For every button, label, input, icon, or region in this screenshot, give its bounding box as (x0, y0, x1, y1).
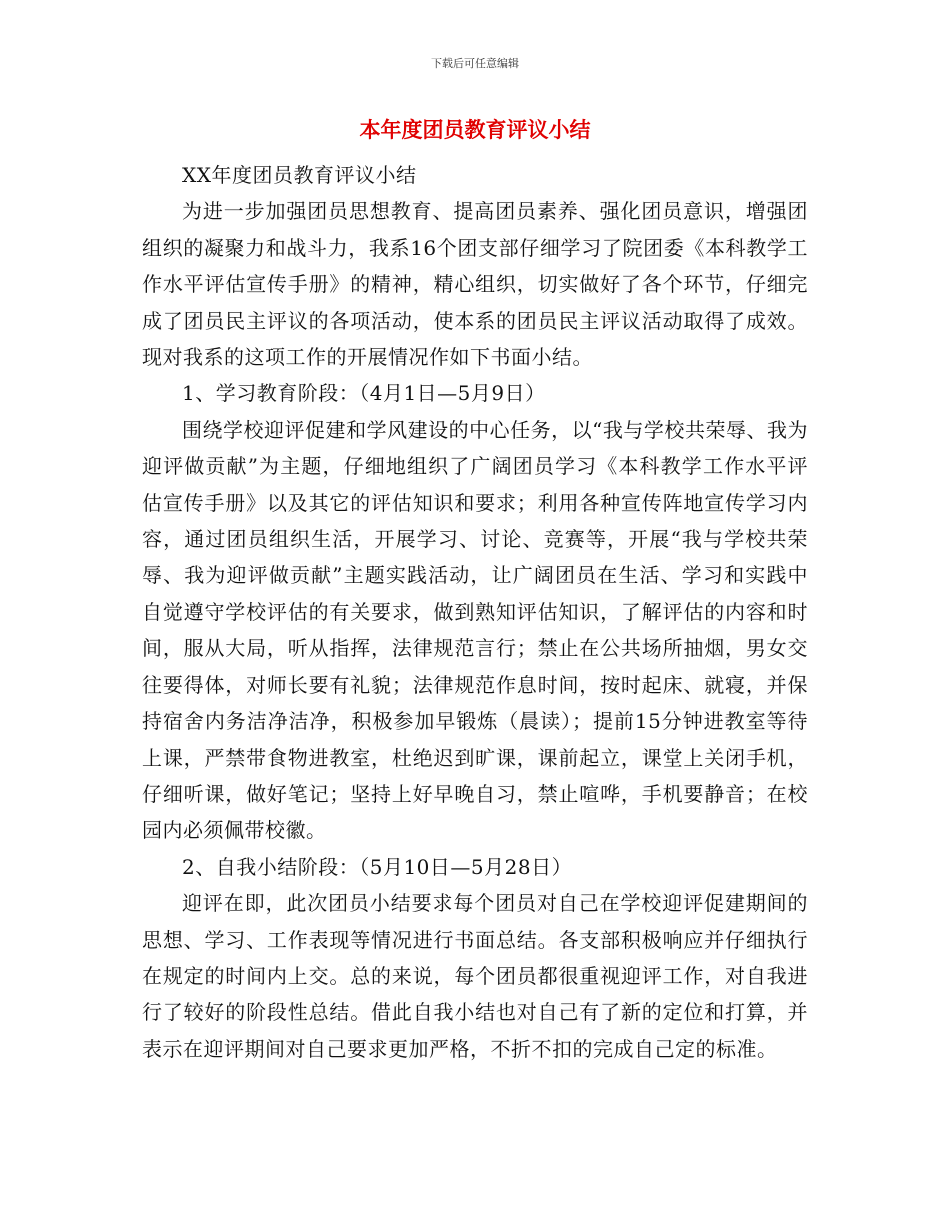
document-title: 本年度团员教育评议小结 (359, 118, 591, 142)
section-heading-self-summary: 2、自我小结阶段：（5月10日—5月28日） (182, 854, 573, 879)
study-paragraph: 围绕学校迎评促建和学风建设的中心任务，以“我与学校共荣辱、我为迎评做贡献”为主题，仔细地组织了广阔团员学习《本科教学工作水平评估宣传手册》以及其它的评估知识和要求；利用各种宣传阵地宣传学习内容，通过团员组织生活，开展学习、讨论、竞赛等，开展“我与学校共荣辱、我为迎评做贡献”主题实践活动，让广阔团员在生活、学习和实践中自觉遵守学校评估的有关要求，做到熟知评估知识，了解评估的内容和时间，服从大局，听从指挥，法律规范言行；禁止在公共场所抽烟，男女交往要得体，对师长要有礼貌；法律规范作息时间，按时起床、就寝，并保持宿舍内务洁净洁净，积极参加早锻炼（晨读）；提前15分钟进教室等待上课，严禁带食物进教室，杜绝迟到旷课，课前起立，课堂上关闭手机，仔细听课，做好笔记；坚持上好早晚自习，禁止喧哗，手机要静音；在校园内必须佩带校徽。 (142, 417, 808, 843)
header-note: 下载后可任意编辑 (431, 57, 519, 70)
self-summary-paragraph: 迎评在即，此次团员小结要求每个团员对自己在学校迎评促建期间的思想、学习、工作表现等情况进行书面总结。各支部积极响应并仔细执行在规定的时间内上交。总的来说，每个团员都很重视迎评工作，对自我进行了较好的阶段性总结。借此自我小结也对自己有了新的定位和打算，并表示在迎评期间对自己要求更加严格，不折不扣的完成自己定的标准。 (142, 891, 808, 1061)
subtitle-paragraph: XX年度团员教育评议小结 (182, 163, 417, 187)
intro-paragraph: 为进一步加强团员思想教育、提高团员素养、强化团员意识，增强团组织的凝聚力和战斗力，我系16个团支部仔细学习了院团委《本科教学工作水平评估宣传手册》的精神，精心组织，切实做好了各个环节，仔细完成了团员民主评议的各项活动，使本系的团员民主评议活动取得了成效。现对我系的这项工作的开展情况作如下书面小结。 (142, 199, 808, 370)
document-body (142, 157, 808, 1067)
section-heading-study: 1、学习教育阶段：（4月1日—5月9日） (182, 381, 546, 406)
